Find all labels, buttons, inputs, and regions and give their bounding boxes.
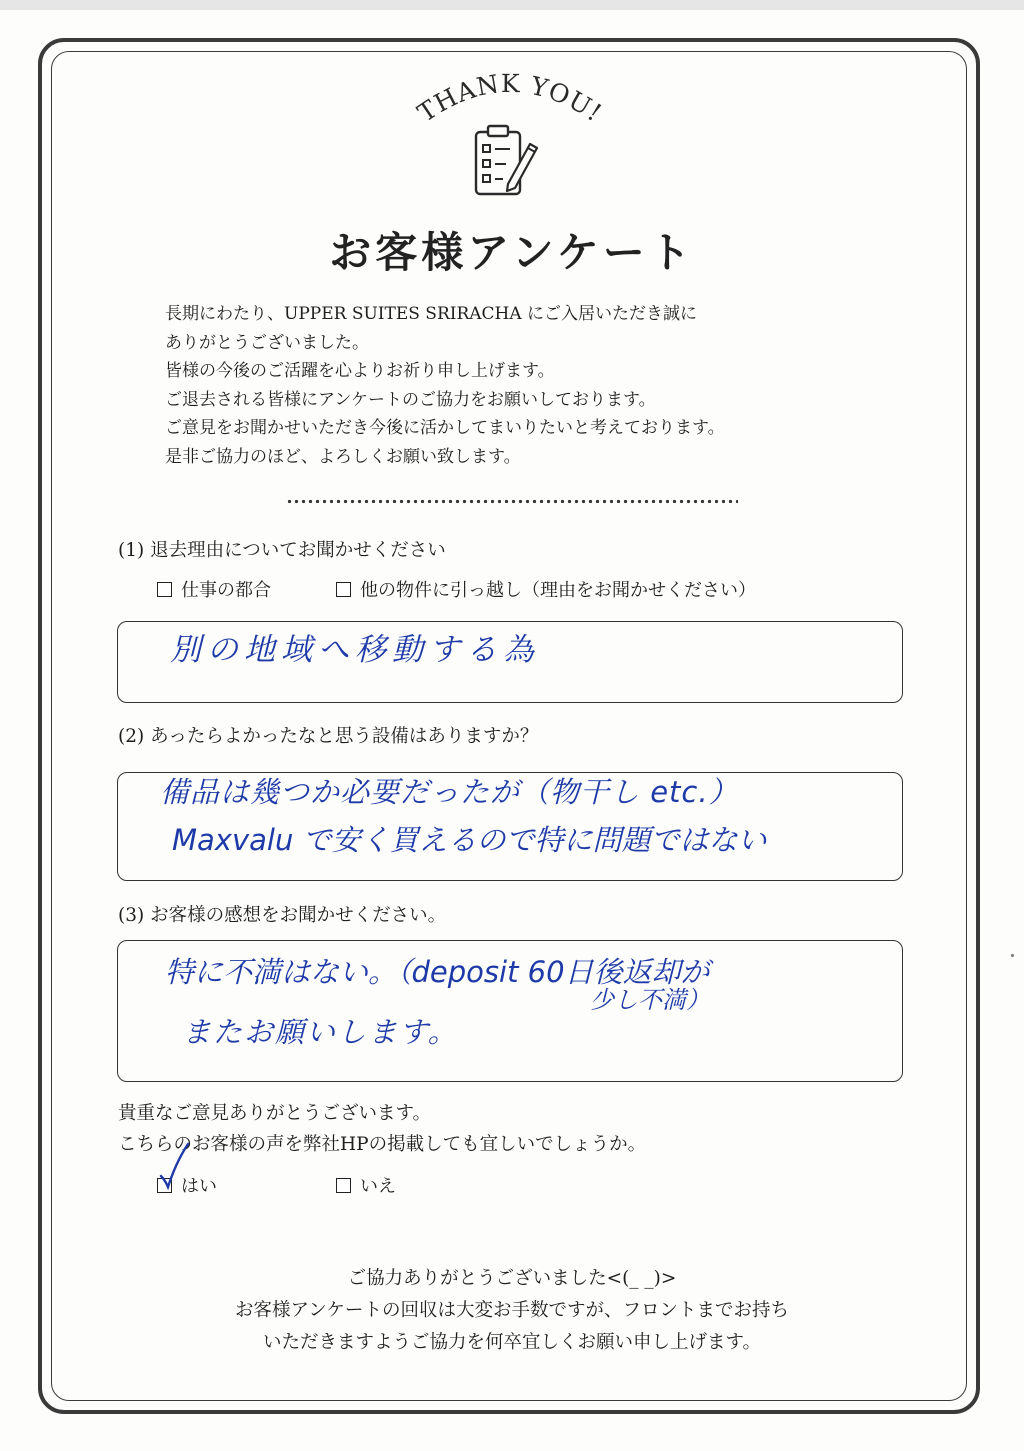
q1-checkbox-work[interactable] [157,582,172,597]
q3-handwritten-line-1: 特に不満はない。（deposit 60日後返却が [165,955,710,989]
q1-checkbox-move[interactable] [336,582,351,597]
intro-line: 長期にわたり、UPPER SUITES SRIRACHA にご入居いただき誠に [165,304,698,324]
q2-handwritten-line-2: Maxvalu で安く買えるので特に問題ではない [172,823,767,857]
footer-line-3: いただきますようご協力を何卒宜しくお願い申し上げます。 [262,1332,762,1353]
clipboard-checklist-icon [470,122,542,202]
checkmark-icon [158,1140,198,1190]
intro-line: 是非ご協力のほど、よろしくお願い致します。 [165,446,521,467]
intro-text [165,300,725,471]
consent-thanks: 貴重なご意見ありがとうございます。 [118,1103,432,1124]
intro-line: ご意見をお聞かせいただき今後に活かしてまいりたいと考えております。 [165,418,725,438]
thank-you-text: THANK YOU! [412,68,608,128]
consent-yes-label: はい [181,1176,217,1197]
q1-option-work[interactable] [157,576,271,602]
q1-option-move-label: 他の物件に引っ越し（理由をお聞かせください） [360,580,756,601]
question-3: (3) お客様の感想をお聞かせください。 [118,905,447,926]
consent-checkbox-no[interactable] [336,1178,351,1193]
scan-speck [1011,954,1014,957]
q1-option-work-label: 仕事の都合 [181,580,271,601]
intro-line: 皆様の今後のご活躍を心よりお祈り申し上げます。 [165,361,555,381]
intro-line: ご退去される皆様にアンケートのご協力をお願いしております。 [165,389,656,410]
page-title: お客様アンケート [329,228,695,277]
footer-line-1: ご協力ありがとうございました<(_ _)> [347,1268,677,1289]
q1-handwritten-answer: 別の地域へ移動する為 [170,632,540,668]
q3-handwritten-line-2: またお願いします。 [182,1015,459,1049]
consent-question: こちらのお客様の声を弊社HPの掲載しても宜しいでしょうか。 [118,1134,647,1155]
q1-option-move[interactable] [336,576,756,602]
scan-top-edge [0,0,1024,10]
footer-line-2: お客様アンケートの回収は大変お手数ですが、フロントまでお持ち [235,1300,789,1321]
consent-no-label: いえ [360,1176,396,1197]
q2-handwritten-line-1: 備品は幾つか必要だったが（物干し etc.） [160,775,739,809]
intro-line: ありがとうございました。 [165,332,369,353]
svg-text:THANK YOU! [413,69,608,128]
question-2: (2) あったらよかったなと思う設備はありますか？ [118,726,539,747]
q3-handwritten-note: 少し不満） [590,986,710,1014]
question-1: (1) 退去理由についてお聞かせください [118,540,446,561]
dotted-divider [286,499,738,504]
consent-option-no[interactable] [336,1172,396,1198]
footer-text [0,1263,1024,1359]
